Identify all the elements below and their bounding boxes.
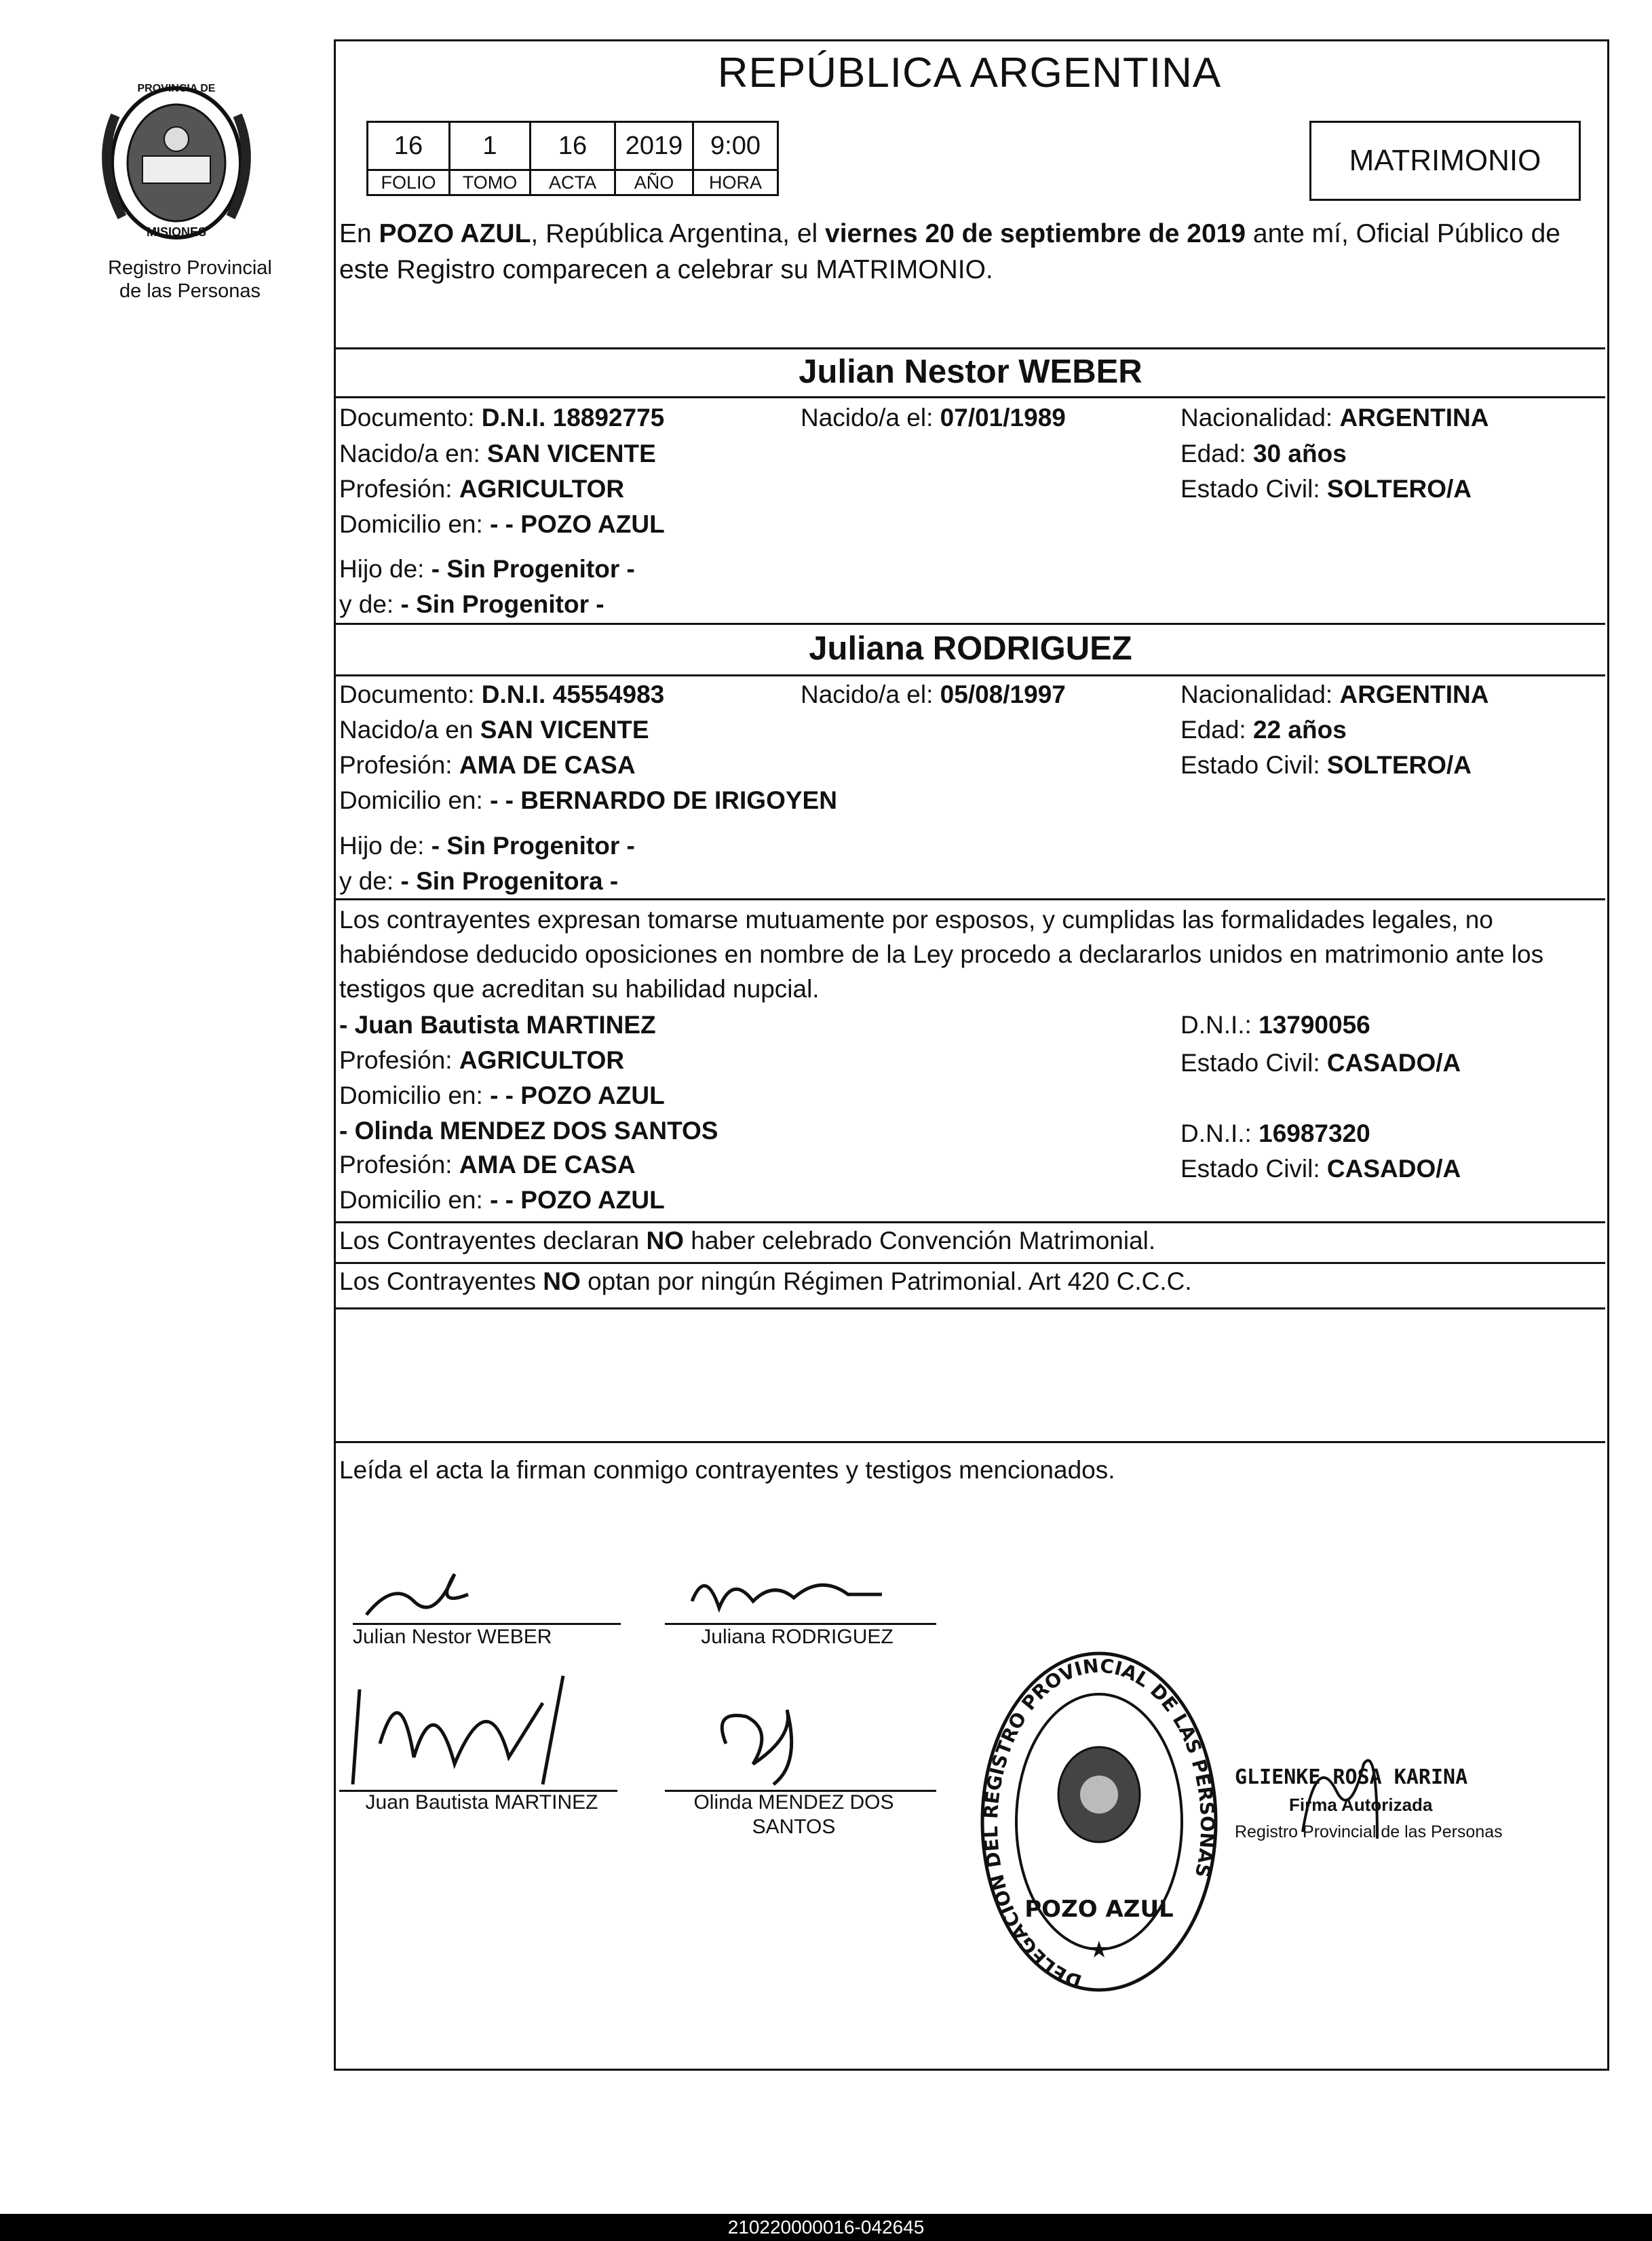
signature-name-4-line2: SANTOS bbox=[752, 1816, 836, 1838]
witness2-address: Domicilio en: - - POZO AZUL bbox=[339, 1186, 665, 1214]
witness1-address: Domicilio en: - - POZO AZUL bbox=[339, 1081, 665, 1109]
logo-caption-line1: Registro Provincial bbox=[108, 257, 272, 279]
year-value: 2019 bbox=[615, 122, 693, 170]
hour-label: HORA bbox=[693, 170, 778, 195]
party2-father: Hijo de: - Sin Progenitor - bbox=[339, 832, 635, 860]
witness2-name: - Olinda MENDEZ DOS SANTOS bbox=[339, 1117, 718, 1145]
intro-paragraph bbox=[339, 216, 1601, 288]
witness2-dni: D.N.I.: 16987320 bbox=[1180, 1119, 1370, 1147]
official-role: Firma Autorizada bbox=[1289, 1795, 1433, 1815]
signature-3-scribble bbox=[339, 1662, 624, 1798]
divider bbox=[336, 347, 1605, 349]
party2-address: Domicilio en: - - BERNARDO DE IRIGOYEN bbox=[339, 786, 837, 814]
divider bbox=[336, 1441, 1605, 1443]
divider bbox=[336, 674, 1605, 676]
party2-nationality: Nacionalidad: ARGENTINA bbox=[1180, 681, 1489, 708]
party1-father: Hijo de: - Sin Progenitor - bbox=[339, 555, 635, 583]
hour-value: 9:00 bbox=[693, 122, 778, 170]
party1-name: Julian Nestor WEBER bbox=[799, 353, 1142, 390]
declaration-paragraph: Los contrayentes expresan tomarse mutuamente por esposos, y cumplidas las formalidades legales, no habiéndose deducido oposiciones en nombre de la Ley procedo a declararlos unidos en matrimonio ante los testigos que acreditan su habilidad nupcial. bbox=[339, 906, 1544, 1003]
logo-caption-line2: de las Personas bbox=[119, 280, 261, 302]
seal-text-bottom: MISIONES bbox=[146, 225, 206, 239]
acta-value: 16 bbox=[531, 122, 615, 170]
divider bbox=[336, 1307, 1605, 1309]
party1-birthdate: Nacido/a el: 07/01/1989 bbox=[801, 404, 1066, 432]
party2-civil-status: Estado Civil: SOLTERO/A bbox=[1180, 751, 1472, 779]
party1-age: Edad: 30 años bbox=[1180, 440, 1347, 467]
document-code-bar: 210220000016-042645 bbox=[0, 2214, 1652, 2241]
party2-profession: Profesión: AMA DE CASA bbox=[339, 751, 636, 779]
divider bbox=[336, 396, 1605, 398]
signature-1-scribble bbox=[353, 1554, 488, 1628]
folio-value: 16 bbox=[368, 122, 450, 170]
signature-4-scribble bbox=[699, 1696, 848, 1791]
witness2-profession: Profesión: AMA DE CASA bbox=[339, 1151, 636, 1179]
country-title: REPÚBLICA ARGENTINA bbox=[717, 50, 1222, 96]
witness1-civil-status: Estado Civil: CASADO/A bbox=[1180, 1049, 1461, 1077]
patrimonial-line2: Los Contrayentes NO optan por ningún Régimen Patrimonial. Art 420 C.C.C. bbox=[339, 1267, 1192, 1295]
party2-age: Edad: 22 años bbox=[1180, 716, 1347, 744]
year-label: AÑO bbox=[615, 170, 693, 195]
folio-label: FOLIO bbox=[368, 170, 450, 195]
signature-name-4-line1: Olinda MENDEZ DOS bbox=[693, 1791, 894, 1814]
signature-line-2 bbox=[665, 1623, 936, 1625]
delegation-stamp bbox=[977, 1645, 1221, 1998]
witness1-profession: Profesión: AGRICULTOR bbox=[339, 1046, 625, 1074]
signature-name-2: Juliana RODRIGUEZ bbox=[701, 1626, 894, 1648]
party2-birthdate: Nacido/a el: 05/08/1997 bbox=[801, 681, 1066, 708]
witness2-civil-status: Estado Civil: CASADO/A bbox=[1180, 1155, 1461, 1183]
logo-caption bbox=[75, 256, 305, 303]
party1-birthplace: Nacido/a en: SAN VICENTE bbox=[339, 440, 656, 467]
acta-label: ACTA bbox=[531, 170, 615, 195]
province-seal-logo bbox=[75, 75, 278, 251]
record-type-box: MATRIMONIO bbox=[1309, 121, 1581, 201]
party1-mother: y de: - Sin Progenitor - bbox=[339, 590, 604, 618]
official-office: Registro Provincial de las Personas bbox=[1235, 1822, 1503, 1841]
intro-text-2: , República Argentina, el bbox=[531, 219, 826, 248]
divider bbox=[336, 623, 1605, 625]
witness1-name: - Juan Bautista MARTINEZ bbox=[339, 1011, 656, 1039]
divider bbox=[336, 898, 1605, 900]
intro-date: viernes 20 de septiembre de 2019 bbox=[825, 219, 1246, 248]
witness1-dni: D.N.I.: 13790056 bbox=[1180, 1011, 1370, 1039]
signature-name-3: Juan Bautista MARTINEZ bbox=[365, 1791, 598, 1814]
stamp-center-text: POZO AZUL bbox=[1024, 1896, 1174, 1923]
signature-line-1 bbox=[353, 1623, 621, 1625]
party2-name: Juliana RODRIGUEZ bbox=[809, 630, 1132, 667]
party1-nationality: Nacionalidad: ARGENTINA bbox=[1180, 404, 1489, 432]
tomo-value: 1 bbox=[450, 122, 531, 170]
stamp-ring-text: DELEGACION DEL REGISTRO PROVINCIAL DE LAS PERSONAS bbox=[979, 1654, 1219, 1993]
signature-2-scribble bbox=[678, 1560, 896, 1628]
party1-document: Documento: D.N.I. 18892775 bbox=[339, 404, 665, 432]
party2-document: Documento: D.N.I. 45554983 bbox=[339, 681, 665, 708]
official-signature-scribble bbox=[1275, 1737, 1411, 1845]
divider bbox=[336, 1262, 1605, 1264]
party1-profession: Profesión: AGRICULTOR bbox=[339, 475, 625, 503]
party1-address: Domicilio en: - - POZO AZUL bbox=[339, 510, 665, 538]
divider bbox=[336, 1221, 1605, 1223]
signature-name-1: Julian Nestor WEBER bbox=[353, 1626, 552, 1648]
intro-text-1: En bbox=[339, 219, 379, 248]
party2-birthplace: Nacido/a en SAN VICENTE bbox=[339, 716, 649, 744]
intro-place: POZO AZUL bbox=[379, 219, 531, 248]
seal-text-top: PROVINCIA DE bbox=[137, 83, 216, 94]
closing-statement: Leída el acta la firman conmigo contrayentes y testigos mencionados. bbox=[339, 1456, 1115, 1484]
party2-mother: y de: - Sin Progenitora - bbox=[339, 867, 619, 895]
patrimonial-line1: Los Contrayentes declaran NO haber celebrado Convención Matrimonial. bbox=[339, 1227, 1156, 1254]
intro-text-3: ante mí, Oficial Público de este Registro comparecen a celebrar su MATRIMONIO. bbox=[339, 219, 1560, 284]
tomo-label: TOMO bbox=[450, 170, 531, 195]
party1-civil-status: Estado Civil: SOLTERO/A bbox=[1180, 475, 1472, 503]
stamp-star-icon: ★ bbox=[1088, 1936, 1110, 1964]
official-name: GLIENKE ROSA KARINA bbox=[1235, 1765, 1468, 1789]
folio-table bbox=[366, 121, 779, 196]
